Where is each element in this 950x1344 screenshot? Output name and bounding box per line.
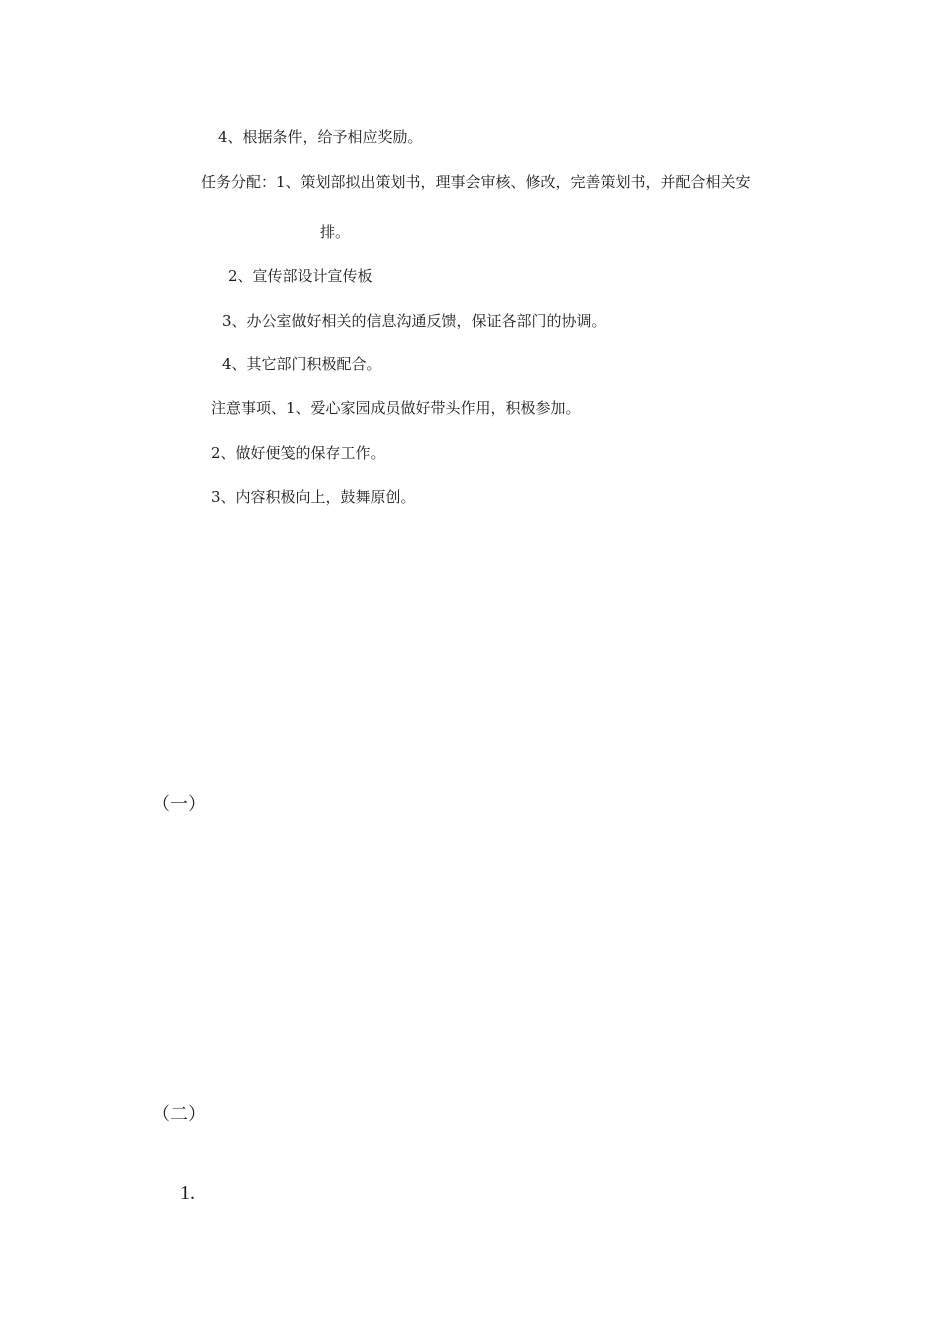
- notes-item-3: 3、内容积极向上，鼓舞原创。: [211, 488, 416, 506]
- section-heading-one: （一）: [152, 794, 206, 815]
- notes-item-2: 2、做好便笺的保存工作。: [211, 444, 386, 462]
- list-number-1: 1.: [180, 1182, 195, 1204]
- notes-item-1: 注意事项、1、爱心家园成员做好带头作用，积极参加。: [211, 399, 581, 417]
- section-heading-two: （二）: [152, 1104, 206, 1125]
- task-assignment-line-2: 排。: [320, 223, 351, 241]
- reward-text: 4、根据条件，给予相应奖励。: [218, 128, 423, 146]
- task-item-2: 2、宣传部设计宣传板: [228, 267, 373, 285]
- task-item-3: 3、办公室做好相关的信息沟通反馈，保证各部门的协调。: [222, 312, 607, 330]
- task-item-4: 4、其它部门积极配合。: [222, 355, 382, 373]
- task-assignment-line-1: 任务分配：1、策划部拟出策划书，理事会审核、修改，完善策划书，并配合相关安: [201, 173, 751, 191]
